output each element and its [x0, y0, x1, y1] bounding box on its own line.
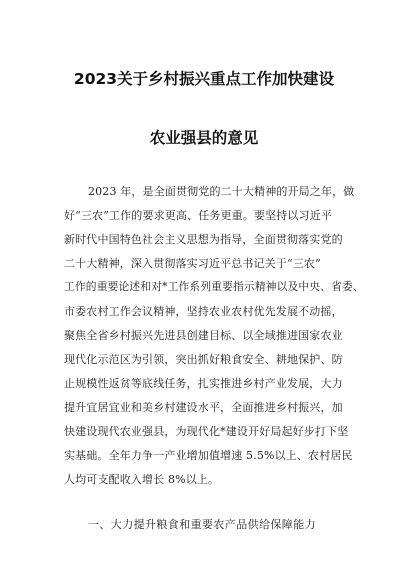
document-title-line-2: 农业强县的意见	[149, 129, 259, 147]
document-title-line-1: 2023关于乡村振兴重点工作加快建设	[73, 70, 335, 88]
paragraph-line: 2023 年，是全面贯彻党的二十大精神的开局之年，做	[88, 185, 355, 198]
paragraph-line: 市委农村工作会议精神，坚持农业农村优先发展不动摇，	[64, 305, 343, 318]
paragraph-line: 二十大精神，深入贯彻落实习近平总书记关于“三农”	[64, 257, 321, 270]
paragraph-line: 聚焦全省乡村振兴先进县创建目标、以全域推进国家农业	[64, 329, 343, 342]
paragraph-line: 实基础。全年力争一产业增加值增速 5.5%以上、农村居民	[64, 449, 353, 462]
paragraph-line: 工作的重要论述和对*工作系列重要指示精神以及中央、省委、	[64, 280, 364, 293]
paragraph-line: 提升宜居宜业和美乡村建设水平，全面推进乡村振兴，加	[64, 401, 343, 414]
paragraph-line: 止规模性返贫等底线任务，扎实推进乡村产业发展，大力	[64, 377, 343, 390]
paragraph-line: 快建设现代农业强县，为现代化*建设开好局起好步打下坚	[64, 425, 349, 438]
paragraph-line: 新时代中国特色社会主义思想为指导，全面贯彻落实党的	[64, 233, 343, 246]
paragraph-line: 好“三农”工作的要求更高、任务更重。要坚持以习近平	[64, 209, 332, 222]
paragraph-line: 人均可支配收入增长 8%以上。	[64, 473, 220, 486]
paragraph-line: 现代化示范区为引领，突出抓好粮食安全、耕地保护、防	[64, 353, 343, 366]
section-heading: 一、大力提升粮食和重要农产品供给保障能力	[88, 518, 316, 531]
